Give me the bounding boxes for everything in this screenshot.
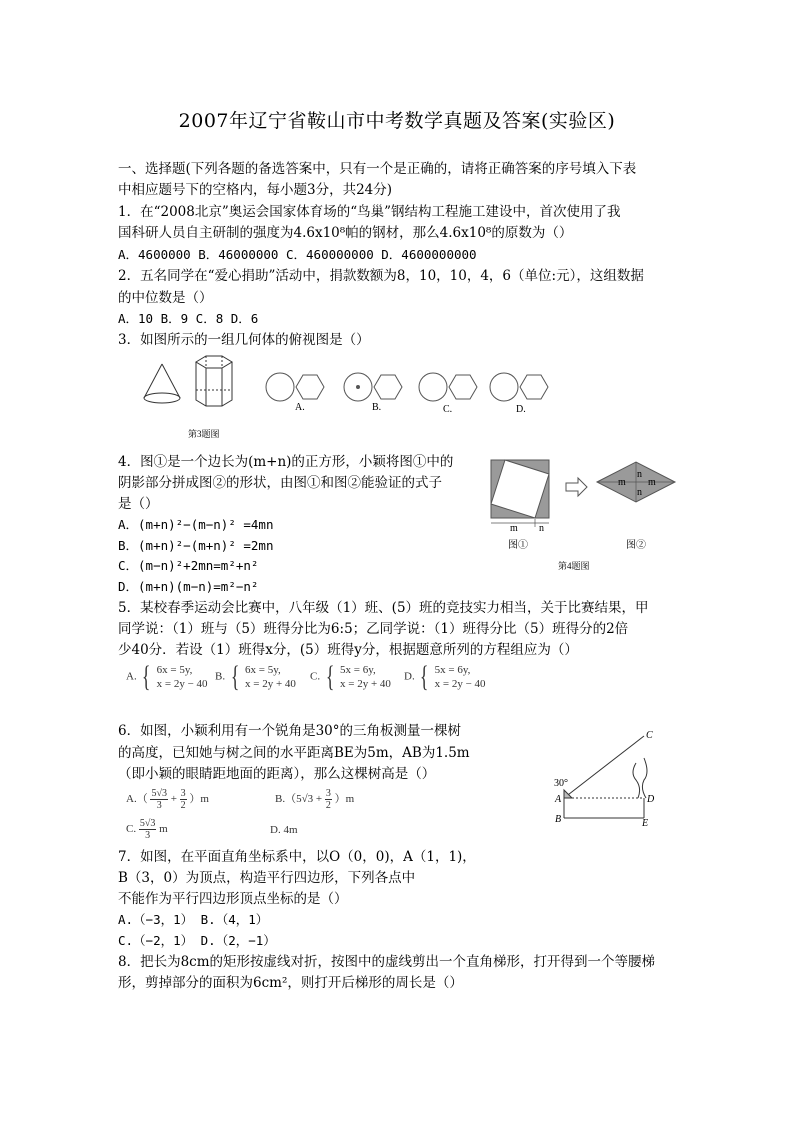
option-c-view — [419, 373, 477, 401]
q4-fig1-n-label: n — [539, 523, 544, 534]
q6-option-b-post: ）m — [334, 793, 355, 806]
q8-line2: 形，剪掉部分的面积为6cm²，则打开后梯形的周长是（） — [118, 975, 463, 991]
q4-line3: 是（） — [118, 496, 159, 512]
q5-option-a — [126, 660, 208, 693]
q4-option-c: C．(m−n)²+2mn=m²+n² — [118, 558, 259, 573]
option-b-view — [344, 373, 402, 401]
q3-label-c: C. — [443, 404, 453, 415]
q8-line1: 8．把长为8cm的矩形按虚线对折，按图中的虚线剪出一个直角梯形，打开得到一个等腰梯 — [118, 954, 656, 970]
q6-point-b: B — [555, 814, 562, 825]
q5-option-c-eq2: x = 2y + 40 — [340, 678, 391, 690]
section-heading-line2: 中相应题号下的空格内，每小题3分，共24分) — [118, 182, 393, 198]
q4-fig2-m-left: m — [618, 477, 626, 488]
q7-options-row2: C.（−2，1） D.（2，−1） — [118, 933, 276, 948]
q6-option-b-pre: B.（5√3 + — [275, 793, 323, 806]
q2-line2: 的中位数是（） — [118, 290, 213, 306]
q4-line2: 阴影部分拼成图②的形状，由图①和图②能验证的式子 — [118, 475, 442, 491]
q7-options-row1: A.（−3，1） B.（4，1） — [118, 912, 269, 927]
q6-option-a-den1: 3 — [156, 800, 162, 811]
q6-point-d: D — [647, 794, 655, 805]
q4-fig2-rhombus — [597, 462, 675, 502]
q3-label-b: B. — [372, 402, 382, 413]
q3-line1: 3．如图所示的一组几何体的俯视图是（） — [118, 332, 370, 348]
q6-option-b-den: 2 — [325, 800, 331, 811]
q7-line2: B（3，0）为顶点，构造平行四边形，下列各点中 — [118, 870, 416, 886]
q3-figure — [130, 352, 560, 442]
brace-icon: { — [325, 660, 335, 693]
q4-figure — [486, 455, 682, 577]
arrow-right-icon — [566, 478, 587, 496]
q6-point-c: C — [646, 730, 653, 741]
q5-option-d — [404, 660, 486, 693]
cone-shape — [144, 364, 180, 403]
q5-option-b-eq1: 6x = 5y, — [245, 664, 281, 676]
q6-option-c-frac — [139, 818, 157, 841]
q2-line1: 2．五名同学在“爱心捐助”活动中，捐款数额为8，10，10，4，6（单位:元），这组数据 — [118, 268, 644, 284]
q4-fig1-m-label: m — [510, 523, 518, 534]
q5-option-a-eq1: 6x = 5y, — [156, 664, 193, 676]
q3-label-a: A. — [295, 402, 305, 413]
q6-option-c-pre: C. — [126, 823, 137, 836]
q5-option-a-label: A. — [126, 670, 137, 683]
q6-option-d: D. 4m — [270, 824, 298, 836]
q6-option-b-num: 3 — [325, 788, 331, 799]
q6-line1: 6．如图，小颖利用有一个锐角是30°的三角板测量一棵树 — [118, 723, 462, 739]
q6-option-a-frac1 — [150, 788, 168, 811]
q5-option-a-eq2: x = 2y − 40 — [156, 678, 208, 690]
q5-option-d-eq1: 5x = 6y, — [434, 664, 471, 676]
brace-icon: { — [230, 660, 240, 693]
q6-option-c-den: 3 — [145, 830, 151, 841]
q6-option-a-frac2 — [180, 788, 187, 811]
option-a-view — [266, 373, 324, 401]
q4-line1: 4．图①是一个边长为(m+n)的正方形，小颖将图①中的 — [118, 454, 454, 470]
q6-option-b-frac — [325, 788, 332, 811]
q5-option-d-label: D. — [404, 670, 415, 683]
q6-line3: （即小颖的眼睛距地面的距离），那么这棵树高是（） — [118, 766, 436, 782]
q3-label-d: D. — [516, 404, 526, 415]
q4-option-d: D．(m+n)(m−n)=m²−n² — [118, 579, 259, 594]
q5-option-c-eq1: 5x = 6y, — [340, 664, 376, 676]
q5-option-b-eq2: x = 2y + 40 — [245, 678, 296, 690]
q6-option-a-den2: 2 — [180, 800, 186, 811]
q6-option-a-pre: A.（ — [126, 793, 148, 806]
q4-fig1-label: 图① — [508, 540, 528, 551]
q4-option-a: A．(m+n)²−(m−n)² =4mn — [118, 517, 274, 532]
q6-option-c-num: 5√3 — [139, 818, 156, 829]
q2-options: A．10 B．9 C．8 D．6 — [118, 311, 259, 326]
q7-line1: 7．如图，在平面直角坐标系中，以O（0，0)，A（1，1)， — [118, 849, 476, 865]
q4-fig2-label: 图② — [626, 540, 646, 551]
q5-line1: 5．某校春季运动会比赛中，八年级（1）班、(5）班的竞技实力相当，关于比赛结果，甲 — [118, 600, 649, 616]
q1-line1: 1．在“2008北京”奥运会国家体育场的“鸟巢”钢结构工程施工建设中，首次使用了我 — [118, 204, 621, 220]
q5-line2: 同学说：（1）班与（5）班得分比为6:5；乙同学说：（1）班得分比（5）班得分的2倍 — [118, 621, 629, 637]
q6-point-a: A — [555, 794, 562, 805]
q4-fig2-n-top: n — [637, 469, 642, 480]
q6-option-a-num2: 3 — [180, 788, 186, 799]
q1-options: A．4600000 B．46000000 C．460000000 D．4600000000 — [118, 247, 477, 262]
q4-fig2-m-right: m — [648, 477, 656, 488]
q1-line2: 国科研人员自主研制的强度为4.6x10⁸帕的钢材，那么4.6x10⁸的原数为（） — [118, 225, 573, 241]
q6-option-a-num1: 5√3 — [151, 788, 167, 799]
q6-option-c-post: m — [159, 823, 168, 836]
page-title: 2007年辽宁省鞍山市中考数学真题及答案(实验区) — [178, 110, 616, 132]
q5-option-d-eq2: x = 2y − 40 — [434, 678, 486, 690]
q4-option-b: B．(m+n)²−(m+n)² =2mn — [118, 538, 274, 553]
q6-triangle-diagram — [564, 736, 647, 818]
q6-point-e: E — [642, 818, 649, 828]
q5-line3: 少40分．若设（1）班得x分，(5）班得y分，根据题意所列的方程组应为（） — [118, 642, 578, 658]
q4-figure-caption: 第4题图 — [558, 561, 590, 571]
brace-icon: { — [142, 660, 151, 693]
q4-fig1-square — [491, 460, 549, 518]
q7-line3: 不能作为平行四边形顶点坐标的是（） — [118, 891, 348, 907]
q6-angle-label: 30° — [554, 778, 568, 789]
q6-option-c — [126, 818, 168, 841]
q3-figure-caption: 第3题图 — [188, 429, 220, 439]
q5-option-c — [310, 660, 391, 693]
option-d-view — [490, 373, 548, 401]
q6-option-b — [275, 788, 354, 811]
q6-line2: 的高度，已知她与树之间的水平距离BE为5m，AB为1.5m — [118, 745, 470, 761]
brace-icon: { — [420, 660, 429, 693]
hex-prism-shape — [196, 356, 232, 406]
q6-option-a-post: ）m — [189, 793, 209, 806]
section-heading-line1: 一、选择题(下列各题的备选答案中，只有一个是正确的，请将正确答案的序号填入下表 — [118, 161, 637, 177]
q5-option-b — [215, 660, 296, 693]
q4-fig2-n-bottom: n — [637, 487, 642, 498]
q5-option-c-label: C. — [310, 670, 321, 683]
q5-option-b-label: B. — [215, 670, 226, 683]
q6-figure — [552, 728, 662, 828]
q6-option-a: A.（ $\frac{5√3}{3}$ + $\frac{3}{2}$ ）m — [126, 788, 209, 811]
